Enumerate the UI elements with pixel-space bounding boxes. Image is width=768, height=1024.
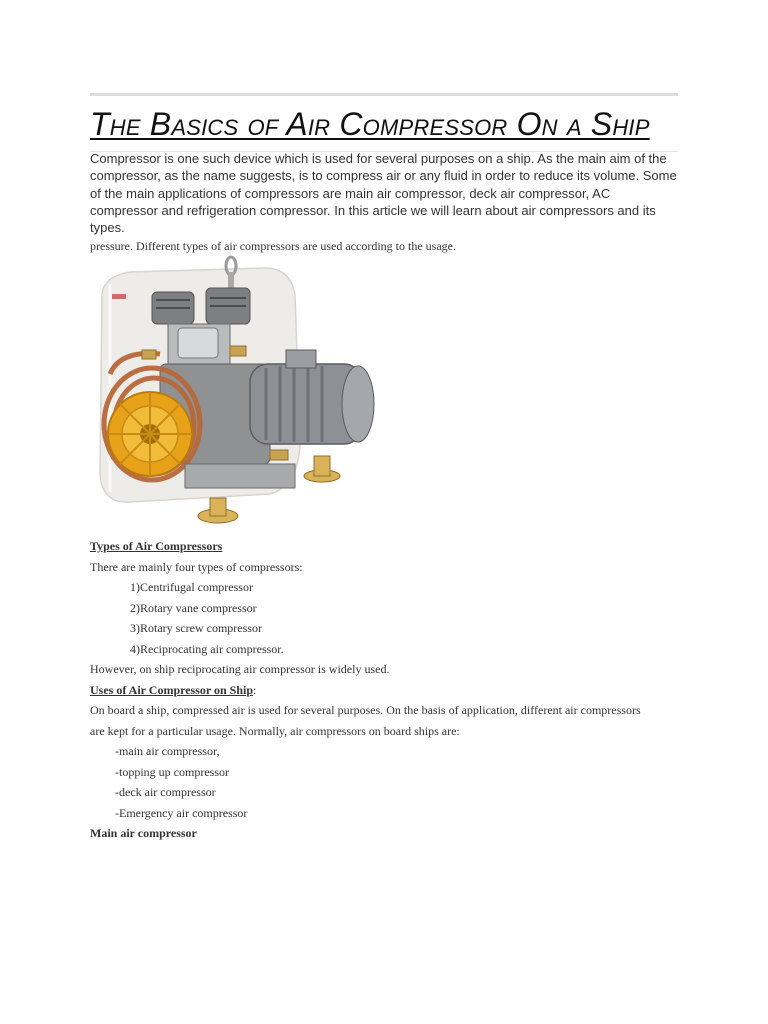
- main-air-compressor-heading: Main air compressor: [90, 826, 197, 840]
- uses-heading-row: [90, 680, 690, 701]
- air-compressor-image: [90, 254, 382, 530]
- top-divider: [90, 93, 678, 96]
- uses-heading: Uses of Air Compressor on Ship: [90, 682, 254, 697]
- list-item: 1)Centrifugal compressor: [130, 580, 253, 594]
- list-item: -Emergency air compressor: [115, 805, 248, 820]
- list-item: -topping up compressor: [115, 764, 229, 779]
- types-intro: There are mainly four types of compressors:: [90, 559, 303, 574]
- list-item: 3)Rotary screw compressor: [130, 621, 262, 635]
- content-section: [90, 536, 690, 844]
- list-item: 4)Reciprocating air compressor.: [130, 641, 284, 656]
- list-item: -deck air compressor: [115, 785, 216, 799]
- pressure-sentence: pressure. Different types of air compressors are used according to the usage.: [90, 239, 456, 253]
- list-item: 2)Rotary vane compressor: [130, 600, 257, 615]
- list-item: -main air compressor,: [115, 744, 220, 758]
- uses-heading-colon: :: [253, 682, 257, 697]
- page-title: The Basics of Air Compressor On a Ship: [90, 106, 650, 142]
- uses-paragraph-line-1: On board a ship, compressed air is used for several purposes. On the basis of application, different air compressors: [90, 703, 641, 717]
- types-note: However, on ship reciprocating air compressor is widely used.: [90, 662, 390, 676]
- types-heading: Types of Air Compressors: [90, 539, 223, 553]
- intro-paragraph: Compressor is one such device which is used for several purposes on a ship. As the main aim of the compressor, as the name suggests, is to compress air or any fluid in order to reduce its volume. Some of the main applications of compressors are main air compressor, deck air compressor, AC compressor and refrigeration compressor. In this article we will learn about air compressors and its types.: [90, 151, 677, 236]
- uses-paragraph-line-2: are kept for a particular usage. Normally, air compressors on board ships are:: [90, 723, 460, 738]
